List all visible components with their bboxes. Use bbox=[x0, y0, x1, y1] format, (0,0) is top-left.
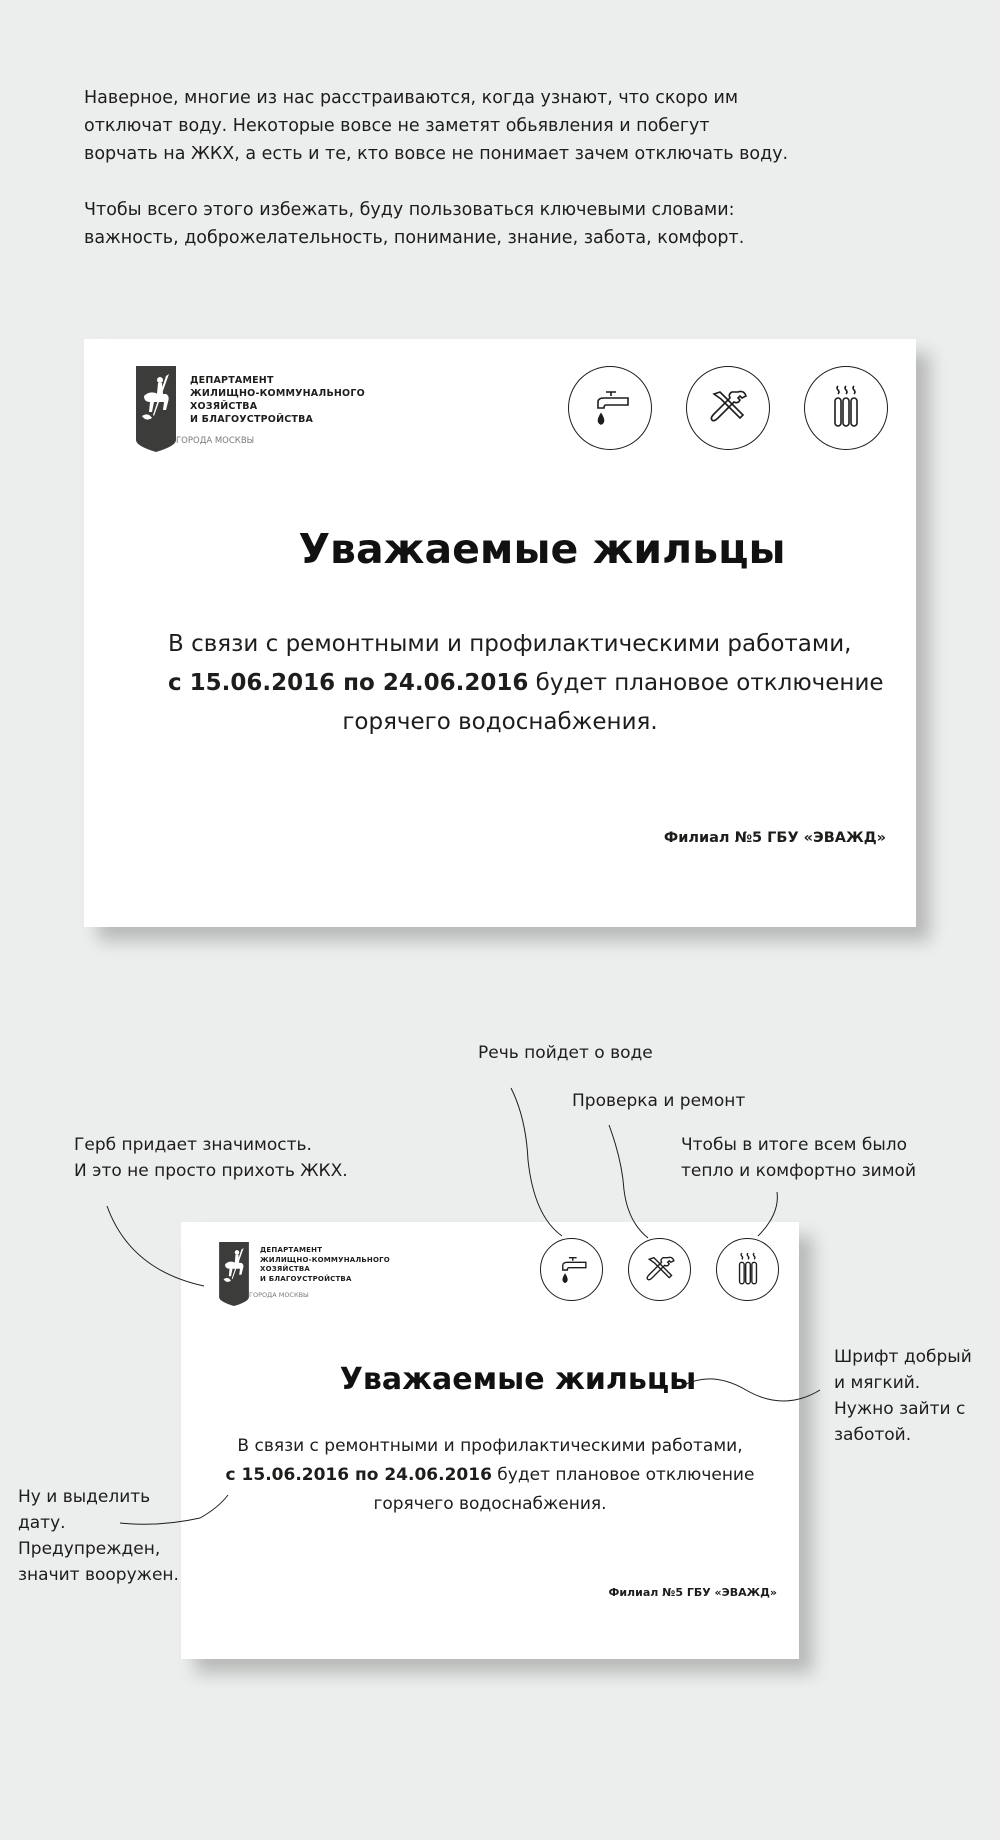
annotation-warm bbox=[681, 1132, 916, 1184]
annotation-line-text: дату. bbox=[18, 1513, 66, 1533]
annotation-line-repair bbox=[609, 1125, 648, 1238]
annotation-font bbox=[834, 1344, 972, 1448]
intro-line: отключат воду. Некоторые вовсе не заметят обьявления и побегут bbox=[84, 116, 710, 136]
department-name-line: ДЕПАРТАМЕНТ bbox=[190, 375, 274, 386]
annotation-line-text: значит вооружен. bbox=[18, 1565, 179, 1585]
annotation-line-text: Чтобы в итоге всем было bbox=[681, 1135, 908, 1155]
annotation-line-text: Шрифт добрый bbox=[834, 1347, 972, 1367]
department-name-line: ХОЗЯЙСТВА bbox=[190, 401, 258, 412]
notice-body-line: горячего водоснабжения. bbox=[373, 1494, 607, 1514]
annotation-water: Речь пойдет о воде bbox=[478, 1043, 653, 1063]
annotation-line-emblem bbox=[107, 1206, 204, 1286]
department-name-line: И БЛАГОУСТРОЙСТВА bbox=[260, 1274, 352, 1283]
notice-body-line: В связи с ремонтными и профилактическими работами, bbox=[237, 1436, 743, 1456]
annotation-date bbox=[18, 1484, 179, 1588]
department-name-line: И БЛАГОУСТРОЙСТВА bbox=[190, 414, 314, 425]
notice-date: с 15.06.2016 по 24.06.2016 bbox=[225, 1465, 492, 1485]
city-name: ГОРОДА МОСКВЫ bbox=[249, 1291, 309, 1299]
notice-body-text: будет плановое отключение bbox=[491, 1465, 755, 1485]
annotation-line-text: Нужно зайти с bbox=[834, 1399, 966, 1419]
department-name-line: ЖИЛИЩНО-КОММУНАЛЬНОГО bbox=[190, 388, 365, 399]
department-name-line: ДЕПАРТАМЕНТ bbox=[260, 1246, 323, 1254]
notice-heading: Уважаемые жильцы bbox=[298, 525, 786, 573]
notice-signature: Филиал №5 ГБУ «ЭВАЖД» bbox=[663, 830, 886, 846]
department-name-line: ХОЗЯЙСТВА bbox=[260, 1265, 311, 1273]
annotation-emblem bbox=[74, 1132, 348, 1184]
notice-body-line: горячего водоснабжения. bbox=[342, 709, 658, 735]
notice-date: с 15.06.2016 по 24.06.2016 bbox=[168, 670, 529, 696]
annotation-line-text: И это не просто прихоть ЖКХ. bbox=[74, 1161, 348, 1181]
intro-line: Чтобы всего этого избежать, буду пользоваться ключевыми словами: bbox=[84, 200, 735, 220]
notice-body-line: В связи с ремонтными и профилактическими работами, bbox=[168, 631, 852, 657]
intro-line: Наверное, многие из нас расстраиваются, когда узнают, что скоро им bbox=[84, 88, 739, 108]
department-name-line: ЖИЛИЩНО-КОММУНАЛЬНОГО bbox=[260, 1255, 390, 1264]
city-name: ГОРОДА МОСКВЫ bbox=[176, 436, 255, 446]
annotation-line-text: и мягкий. bbox=[834, 1373, 921, 1393]
annotation-repair: Проверка и ремонт bbox=[572, 1091, 746, 1111]
annotation-line-text: тепло и комфортно зимой bbox=[681, 1161, 917, 1181]
annotation-line-text: Герб придает значимость. bbox=[74, 1135, 312, 1155]
notice-body-text: будет плановое отключение bbox=[528, 670, 884, 696]
annotation-line-text: заботой. bbox=[834, 1425, 912, 1445]
annotation-line-text: Предупрежден, bbox=[18, 1539, 161, 1559]
annotation-line-font bbox=[682, 1379, 820, 1401]
annotation-line-water bbox=[511, 1088, 562, 1236]
notice-heading: Уважаемые жильцы bbox=[339, 1362, 697, 1397]
notice-signature: Филиал №5 ГБУ «ЭВАЖД» bbox=[608, 1586, 777, 1599]
annotation-line-warm bbox=[758, 1192, 777, 1236]
annotation-line-text: Ну и выделить bbox=[18, 1487, 151, 1507]
intro-line: важность, доброжелательность, понимание, знание, забота, комфорт. bbox=[84, 228, 745, 248]
intro-line: ворчать на ЖКХ, а есть и те, кто вовсе не понимает зачем отключать воду. bbox=[84, 144, 789, 164]
